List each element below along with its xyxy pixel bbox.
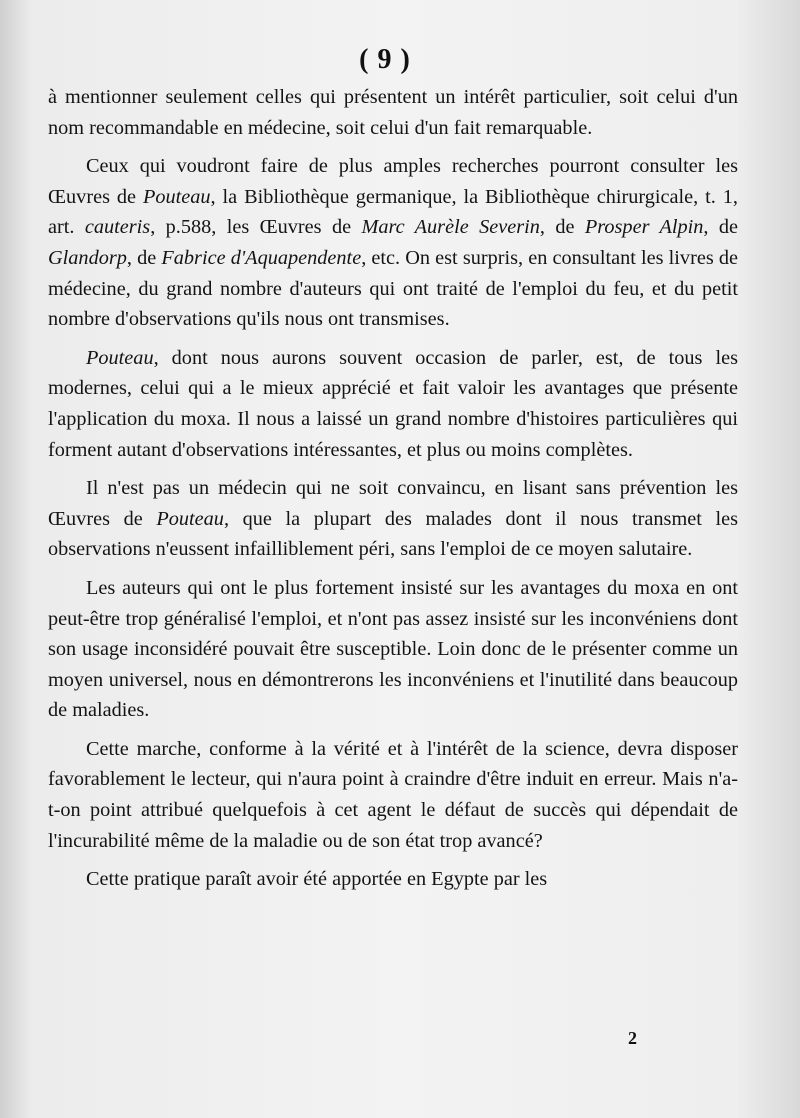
text-run: , dont nous aurons souvent occasion de parler, est, de tous les modernes, celui qui a le mieux apprécié et fait valoir les avantages que présente l'application du moxa. Il nous a laissé un grand nombre d'histoires particulières qui forment autant d'observations intéressantes, et plus ou moins complètes. <box>48 346 738 461</box>
paragraph <box>48 473 738 565</box>
text-run: Les auteurs qui ont le plus fortement insisté sur les avantages du moxa en ont peut-être trop généralisé l'emploi, et n'ont pas assez insisté sur les inconvéniens dont son usage inconsidéré pouvait être susceptible. Loin donc de le présenter comme un moyen universel, nous en démontrerons les inconvéniens et l'inutilité dans beaucoup de maladies. <box>48 576 738 722</box>
signature-mark: 2 <box>628 1028 637 1048</box>
italic-name: Marc Aurèle Severin <box>361 216 540 239</box>
text-run: , p.588, les Œuvres de <box>150 216 362 239</box>
paragraph <box>48 864 738 895</box>
italic-name: Glandorp <box>48 246 127 269</box>
text-run: Cette marche, conforme à la vérité et à l'intérêt de la science, devra disposer favorablement le lecteur, qui n'aura point à craindre d'être induit en erreur. Mais n'a-t-on point attribué quelquefois à cet agent le défaut de succès qui dépendait de l'incurabilité même de la maladie ou de son état trop avancé? <box>48 737 738 852</box>
page-number: ( 9 ) <box>359 44 411 75</box>
italic-name: Pouteau <box>86 346 154 369</box>
text-run: à mentionner seulement celles qui présentent un intérêt particulier, soit celui d'un nom recommandable en médecine, soit celui d'un fait remarquable. <box>48 86 738 139</box>
text-run: , de <box>703 216 739 239</box>
italic-name: Prosper Alpin <box>584 216 704 239</box>
text-run: Il n'est pas un médecin qui ne soit convaincu, en lisant sans prévention les Œuvres de <box>48 477 738 530</box>
italic-name: cauteris <box>84 216 151 239</box>
text-run: , de <box>539 216 585 239</box>
text-run: Ceux qui voudront faire de plus amples recherches pourront consulter les Œuvres de <box>48 155 738 208</box>
text-run: , que la plupart des malades dont il nous transmet les observations n'eussent infailliblement péri, sans l'emploi de ce moyen salutaire. <box>48 507 738 561</box>
text-run: Cette pratique paraît avoir été apportée en Egypte par les <box>86 868 548 891</box>
italic-name: Fabrice d'Aquapendente <box>161 246 362 269</box>
paragraph <box>48 343 738 465</box>
italic-name: Pouteau <box>156 507 224 530</box>
text-run: , de <box>126 246 162 269</box>
paragraph <box>48 151 738 335</box>
text-run: , la Bibliothèque germanique, la Bibliothèque chirurgicale, t. 1, art. <box>48 185 738 239</box>
text-run: , etc. On est surpris, en consultant les livres de médecine, du grand nombre d'auteurs qui ont traité de l'emploi du feu, et du petit nombre d'observations qu'ils nous ont transmises. <box>48 246 738 331</box>
paragraph <box>48 82 738 143</box>
italic-name: Pouteau <box>142 185 211 208</box>
paragraph <box>48 573 738 726</box>
body-text <box>48 82 738 903</box>
paragraph <box>48 734 738 856</box>
